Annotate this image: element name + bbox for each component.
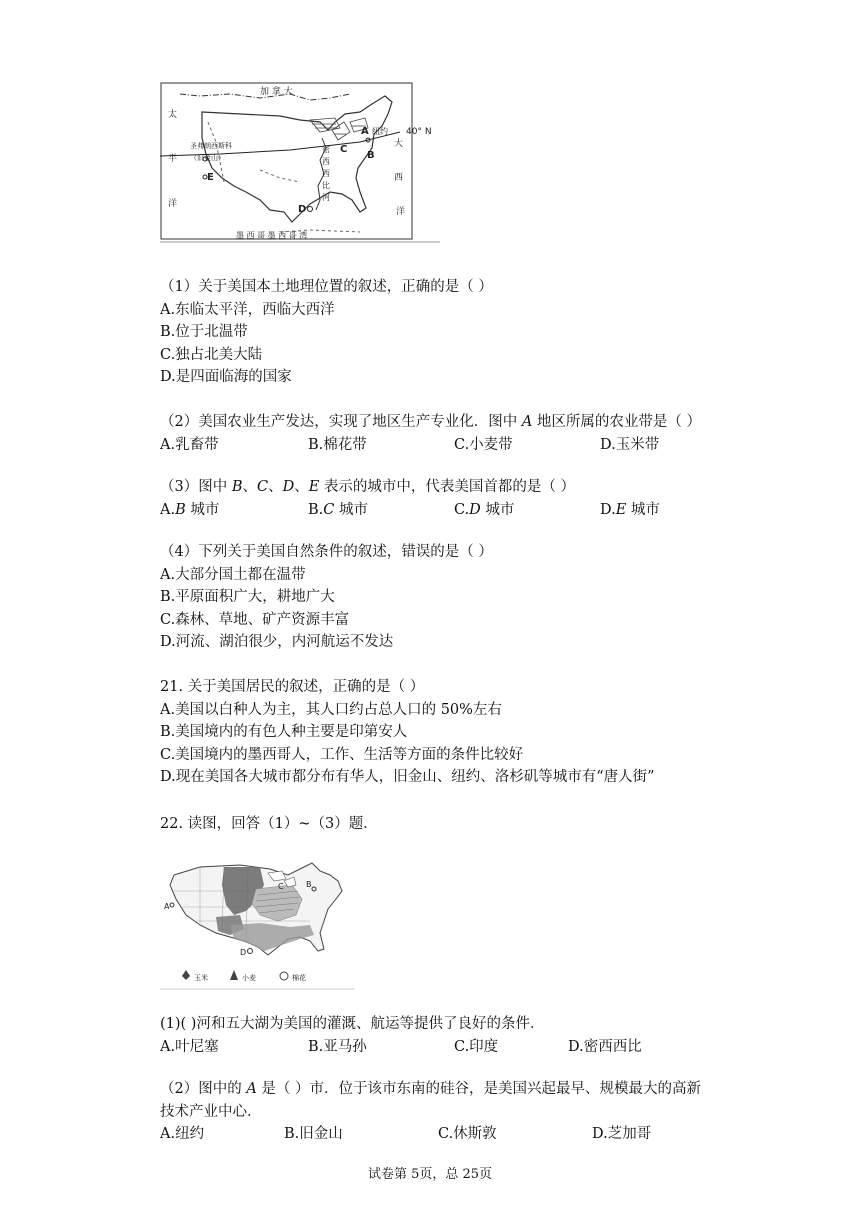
question-1-option-b: B.位于北温带 [160,324,248,340]
map1-point-c: C [340,144,348,155]
question-22-1-stem: (1)( )河和五大湖为美国的灌溉、航运等提供了良好的条件． [160,1016,545,1032]
question-22-1 [160,1013,642,1058]
map1-label-miss-1: 密 [322,145,330,154]
question-22-2-option-c: C.休斯敦 [438,1126,497,1142]
question-2-option-b: B.棉花带 [308,436,367,453]
question-1-option-a: A.东临太平洋，西临大西洋 [160,301,335,318]
question-1-option-d: D.是四面临海的国家 [160,369,292,385]
map1-label-gulf: 墨 西 哥 墨 西 哥 湾 [236,231,308,240]
question-3-option-c: C.𝐷 城市 [454,501,515,518]
map1-point-d: D [298,204,307,215]
question-4-option-d: D.河流、湖泊很少，内河航运不发达 [160,634,394,650]
question-2-option-c: C.小麦带 [454,436,513,453]
question-22-1-option-a: A.叶尼塞 [160,1038,219,1055]
map1-point-b: B [367,150,375,161]
map1-label-newyork: 纽约 [372,127,388,136]
question-3-options [160,499,660,522]
question-21 [160,676,655,789]
map1-label-miss-4: 比 [322,181,330,190]
question-4-option-a: A.大部分国土都在温带 [160,566,306,583]
usa-location-map [160,82,445,247]
map1-label-pacific-1: 太 [168,110,178,120]
question-22-1-options [160,1036,642,1059]
question-3-stem: （3）图中 𝐵、𝐶、𝐷、𝐸 表示的城市中，代表美国首都的是（ ） [160,479,576,495]
question-22-stem: 22. 读图，回答（1）~（3）题． [160,816,378,832]
wheat-icon [230,970,238,980]
question-22-2-option-b: B.旧金山 [284,1126,343,1142]
map1-label-miss-5: 河 [322,193,330,202]
question-22 [160,813,378,836]
question-3 [160,476,660,521]
question-22-2-option-a: A.纽约 [160,1126,205,1142]
question-22-2 [160,1078,701,1146]
question-4-option-c: C.森林、草地、矿产资源丰富 [160,611,350,628]
usa-agriculture-map [160,855,355,990]
map1-label-pacific-2: 平 [168,154,178,164]
question-22-1-option-c: C.印度 [454,1038,499,1055]
question-21-option-b: B.美国境内的有色人种主要是印第安人 [160,724,408,740]
question-1-stem: （1）关于美国本土地理位置的叙述，正确的是（ ） [160,279,493,295]
map1-label-lat: 40° N [406,127,432,137]
map2-point-c: C [278,882,284,891]
question-4 [160,541,493,654]
question-1-option-c: C.独占北美大陆 [160,346,263,363]
question-3-option-d: D.𝐸 城市 [600,501,660,518]
corn-icon [182,970,190,980]
cotton-icon [280,972,288,980]
question-4-option-b: B.平原面积广大，耕地广大 [160,589,335,605]
map1-label-miss-3: 西 [322,169,330,178]
map1-label-canada: 加 拿 大 [260,87,293,97]
legend-wheat: 小麦 [242,974,256,982]
map1-label-atlantic-2: 西 [394,173,404,183]
legend-corn: 玉米 [194,974,208,982]
cotton-belt [230,923,314,951]
question-2-options [160,434,701,457]
map2-point-d: D [240,948,247,957]
question-21-stem: 21. 关于美国居民的叙述，正确的是（ ） [160,679,425,695]
map1-label-sf-2: （旧金山） [190,154,225,162]
question-2-option-d: D.玉米带 [600,436,660,453]
question-2 [160,411,701,456]
question-22-1-option-b: B.亚马孙 [308,1038,367,1055]
question-4-stem: （4）下列关于美国自然条件的叙述，错误的是（ ） [160,544,493,560]
map2-point-a: A [164,902,170,911]
question-22-2-option-d: D.芝加哥 [592,1126,652,1142]
question-21-option-a: A.美国以白种人为主，其人口约占总人口的 50%左右 [160,701,502,718]
map1-label-atlantic-3: 洋 [396,207,406,217]
question-1 [160,276,493,389]
map1-label-miss-2: 西 [322,157,330,166]
question-2-option-a: A.乳畜带 [160,436,219,453]
question-22-2-options [160,1123,701,1146]
page-footer: 试卷第 5页，总 25页 [367,1167,493,1182]
map1-label-atlantic-1: 大 [394,139,404,149]
question-2-stem: （2）美国农业生产发达，实现了地区生产专业化．图中 𝐴 地区所属的农业带是（ ） [160,414,702,430]
question-21-option-c: C.美国境内的墨西哥人，工作、生活等方面的条件比较好 [160,746,524,763]
legend-cotton: 棉花 [292,974,306,982]
question-22-1-option-d: D.密西西比 [568,1038,642,1055]
map1-point-a: A [361,126,369,137]
map2-legend [182,970,306,982]
question-22-2-stem-line1: （2）图中的 𝐴 是（ ）市．位于该市东南的硅谷，是美国兴起最早、规模最大的高新 [160,1081,702,1097]
map2-point-b: B [306,880,312,889]
map1-point-e: E [207,172,214,183]
question-3-option-a: A.𝐵 城市 [160,501,220,518]
map1-label-pacific-3: 洋 [168,199,178,209]
question-3-option-b: B.𝐶 城市 [308,501,368,518]
question-21-option-d: D.现在美国各大城市都分布有华人，旧金山、纽约、洛杉矶等城市有“唐人街” [160,769,655,785]
map1-label-sf-1: 圣弗朗西斯科 [190,142,232,150]
question-22-2-stem-line2: 技术产业中心． [160,1103,262,1120]
